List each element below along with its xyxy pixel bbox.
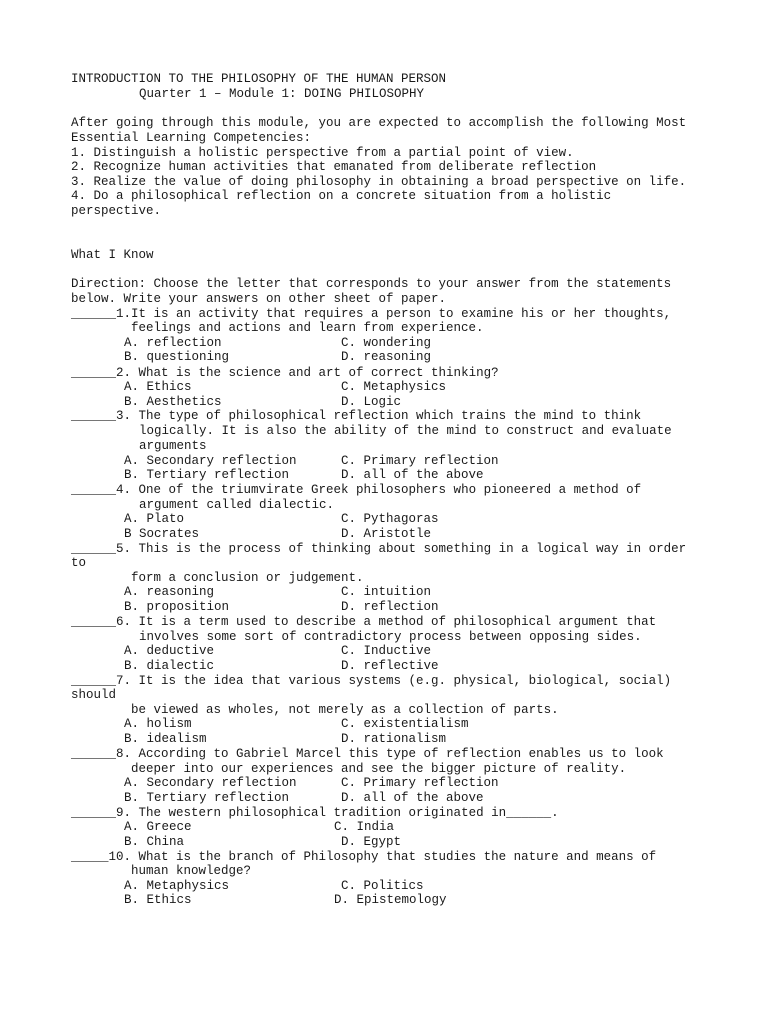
choice-option: D. Epistemology bbox=[334, 893, 447, 907]
choice-option: C. Primary reflection bbox=[341, 454, 499, 468]
choice-option: C. intuition bbox=[341, 585, 432, 599]
choice-option: B. Ethics bbox=[124, 893, 192, 907]
competency-item: perspective. bbox=[71, 204, 162, 218]
choice-option: D. all of the above bbox=[341, 468, 484, 482]
question-text: arguments bbox=[139, 439, 207, 453]
competency-item: 2. Recognize human activities that emanated from deliberate reflection bbox=[71, 160, 597, 174]
choice-option: B. Tertiary reflection bbox=[124, 468, 290, 482]
direction-text: Direction: Choose the letter that corresponds to your answer from the statements bbox=[71, 277, 672, 291]
question-text: ______5. This is the process of thinking about something in a logical way in order bbox=[71, 542, 687, 556]
choice-option: A. Secondary reflection bbox=[124, 454, 297, 468]
choice-option: A. deductive bbox=[124, 644, 215, 658]
section-heading: What I Know bbox=[71, 248, 154, 262]
choice-option: D. Egypt bbox=[341, 835, 402, 849]
choice-option: D. reasoning bbox=[341, 350, 432, 364]
choice-option: C. Pythagoras bbox=[341, 512, 439, 526]
question-text: involves some sort of contradictory process between opposing sides. bbox=[139, 630, 642, 644]
choice-option: B. dialectic bbox=[124, 659, 215, 673]
choice-option: A. Greece bbox=[124, 820, 192, 834]
question-text: ______1.It is an activity that requires a person to examine his or her thoughts, bbox=[71, 307, 672, 321]
question-text: _____10. What is the branch of Philosophy that studies the nature and means of bbox=[71, 850, 657, 864]
choice-option: A. reflection bbox=[124, 336, 222, 350]
question-text: should bbox=[71, 688, 117, 702]
choice-option: D. Logic bbox=[341, 395, 402, 409]
choice-option: C. Metaphysics bbox=[341, 380, 447, 394]
question-text: feelings and actions and learn from experience. bbox=[131, 321, 484, 335]
choice-option: C. India bbox=[334, 820, 395, 834]
choice-option: A. Secondary reflection bbox=[124, 776, 297, 790]
choice-option: C. Politics bbox=[341, 879, 424, 893]
question-text: to bbox=[71, 556, 87, 570]
choice-option: B. questioning bbox=[124, 350, 230, 364]
choice-option: C. Inductive bbox=[341, 644, 432, 658]
question-text: deeper into our experiences and see the bigger picture of reality. bbox=[131, 762, 627, 776]
choice-option: D. rationalism bbox=[341, 732, 447, 746]
competency-item: 3. Realize the value of doing philosophy in obtaining a broad perspective on life. bbox=[71, 175, 687, 189]
choice-option: A. Metaphysics bbox=[124, 879, 230, 893]
choice-option: B. Tertiary reflection bbox=[124, 791, 290, 805]
choice-option: D. reflective bbox=[341, 659, 439, 673]
choice-option: A. reasoning bbox=[124, 585, 215, 599]
intro-line: After going through this module, you are expected to accomplish the following Most bbox=[71, 116, 687, 130]
direction-text: below. Write your answers on other sheet of paper. bbox=[71, 292, 447, 306]
choice-option: A. Plato bbox=[124, 512, 185, 526]
choice-option: B. China bbox=[124, 835, 185, 849]
choice-option: A. Ethics bbox=[124, 380, 192, 394]
choice-option: B. Aesthetics bbox=[124, 395, 222, 409]
question-text: ______6. It is a term used to describe a method of philosophical argument that bbox=[71, 615, 657, 629]
choice-option: B. idealism bbox=[124, 732, 207, 746]
intro-line: Essential Learning Competencies: bbox=[71, 131, 312, 145]
question-text: ______8. According to Gabriel Marcel this type of reflection enables us to look bbox=[71, 747, 664, 761]
question-text: ______9. The western philosophical tradition originated in______. bbox=[71, 806, 559, 820]
choice-option: A. holism bbox=[124, 717, 192, 731]
choice-option: D. all of the above bbox=[341, 791, 484, 805]
module-subtitle: Quarter 1 – Module 1: DOING PHILOSOPHY bbox=[139, 87, 425, 101]
document-title: INTRODUCTION TO THE PHILOSOPHY OF THE HUMAN PERSON bbox=[71, 72, 447, 86]
question-text: ______7. It is the idea that various systems (e.g. physical, biological, social) bbox=[71, 674, 672, 688]
question-text: form a conclusion or judgement. bbox=[131, 571, 364, 585]
question-text: be viewed as wholes, not merely as a collection of parts. bbox=[131, 703, 559, 717]
choice-option: C. Primary reflection bbox=[341, 776, 499, 790]
question-text: ______4. One of the triumvirate Greek philosophers who pioneered a method of bbox=[71, 483, 642, 497]
question-text: argument called dialectic. bbox=[139, 498, 335, 512]
competency-item: 4. Do a philosophical reflection on a concrete situation from a holistic bbox=[71, 189, 612, 203]
choice-option: D. reflection bbox=[341, 600, 439, 614]
choice-option: C. wondering bbox=[341, 336, 432, 350]
choice-option: B. proposition bbox=[124, 600, 230, 614]
question-text: human knowledge? bbox=[131, 864, 252, 878]
choice-option: D. Aristotle bbox=[341, 527, 432, 541]
choice-option: B Socrates bbox=[124, 527, 200, 541]
question-text: ______2. What is the science and art of correct thinking? bbox=[71, 366, 499, 380]
question-text: ______3. The type of philosophical reflection which trains the mind to think bbox=[71, 409, 642, 423]
competency-item: 1. Distinguish a holistic perspective from a partial point of view. bbox=[71, 146, 574, 160]
choice-option: C. existentialism bbox=[341, 717, 469, 731]
question-text: logically. It is also the ability of the mind to construct and evaluate bbox=[139, 424, 672, 438]
